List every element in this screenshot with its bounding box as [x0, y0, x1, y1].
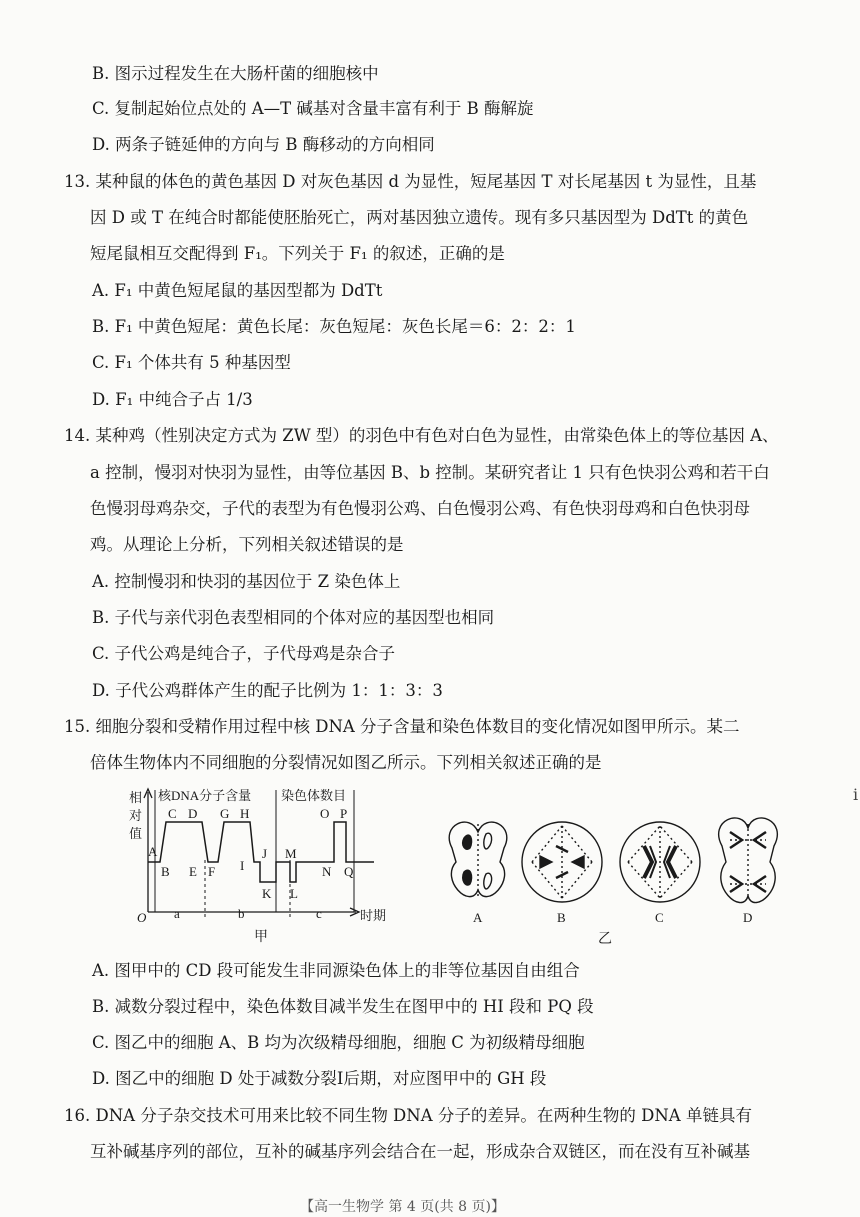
q12-option-d: D. 两条子链延伸的方向与 B 酶移动的方向相同	[92, 135, 435, 154]
jia-phase-a: a	[174, 906, 180, 921]
q13-stem-1: 13. 某种鼠的体色的黄色基因 D 对灰色基因 d 为显性，短尾基因 T 对长尾基因 t 为显性，且基	[64, 172, 757, 191]
figure-jia	[129, 788, 386, 945]
cell-c	[620, 822, 700, 902]
q13-option-b: B. F₁ 中黄色短尾：黄色长尾：灰色短尾：灰色长尾＝6：2：2：1	[92, 317, 576, 336]
jia-section-chromosome: 染色体数目	[281, 788, 347, 803]
jia-phase-c: c	[316, 906, 322, 921]
jia-point-c: C	[168, 806, 177, 821]
figure-yi	[449, 818, 777, 947]
jia-ylabel-3: 值	[129, 826, 143, 841]
q15-stem-1: 15. 细胞分裂和受精作用过程中核 DNA 分子含量和染色体数目的变化情况如图甲所示。某二	[64, 717, 740, 736]
yi-cell-b-label: B	[557, 910, 566, 925]
jia-point-i: I	[240, 858, 245, 873]
jia-caption: 甲	[254, 930, 268, 945]
jia-point-p: P	[340, 806, 348, 821]
margin-mark: i	[853, 785, 859, 804]
yi-caption: 乙	[598, 932, 612, 947]
jia-ylabel-2: 对	[129, 808, 143, 823]
q13-option-c: C. F₁ 个体共有 5 种基因型	[92, 353, 291, 372]
cell-b	[522, 822, 602, 902]
q16-stem-1: 16. DNA 分子杂交技术可用来比较不同生物 DNA 分子的差异。在两种生物的 DNA 单链具有	[64, 1106, 752, 1125]
jia-point-m: M	[285, 846, 297, 861]
q15-option-c: C. 图乙中的细胞 A、B 均为次级精母细胞，细胞 C 为初级精母细胞	[92, 1033, 585, 1052]
q14-option-d: D. 子代公鸡群体产生的配子比例为 1：1：3：3	[92, 681, 443, 700]
q12-option-b: B. 图示过程发生在大肠杆菌的细胞核中	[92, 64, 379, 83]
q14-stem-4: 鸡。从理论上分析，下列相关叙述错误的是	[90, 535, 404, 554]
q13-stem-3: 短尾鼠相互交配得到 F₁。下列关于 F₁ 的叙述，正确的是	[90, 244, 505, 263]
q16-stem-2: 互补碱基序列的部位，互补的碱基序列会结合在一起，形成杂合双链区，而在没有互补碱基	[90, 1142, 750, 1161]
q15-option-b: B. 减数分裂过程中，染色体数目减半发生在图甲中的 HI 段和 PQ 段	[92, 997, 594, 1016]
q15-stem-2: 倍体生物体内不同细胞的分裂情况如图乙所示。下列相关叙述正确的是	[90, 753, 602, 772]
jia-origin: O	[137, 910, 147, 925]
cell-a	[449, 822, 507, 896]
q14-option-c: C. 子代公鸡是纯合子，子代母鸡是杂合子	[92, 644, 396, 663]
jia-point-a: A	[148, 844, 158, 859]
q13-option-d: D. F₁ 中纯合子占 1/3	[92, 390, 253, 409]
jia-point-k: K	[262, 886, 272, 901]
jia-point-h: H	[240, 806, 250, 821]
q14-stem-1: 14. 某种鸡（性别决定方式为 ZW 型）的羽色中有色对白色为显性，由常染色体上的等位基因 A、	[64, 426, 779, 445]
q12-option-c: C. 复制起始位点处的 A—T 碱基对含量丰富有利于 B 酶解旋	[92, 99, 534, 118]
q14-option-b: B. 子代与亲代羽色表型相同的个体对应的基因型也相同	[92, 608, 495, 627]
jia-point-q: Q	[344, 864, 354, 879]
q15-option-a: A. 图甲中的 CD 段可能发生非同源染色体上的非等位基因自由组合	[92, 961, 580, 980]
q13-stem-2: 因 D 或 T 在纯合时都能使胚胎死亡，两对基因独立遗传。现有多只基因型为 DdTt 的黄色	[90, 208, 749, 227]
q13-option-a: A. F₁ 中黄色短尾鼠的基因型都为 DdTt	[92, 281, 383, 300]
jia-phase-b: b	[238, 906, 245, 921]
jia-point-n: N	[322, 864, 332, 879]
yi-cell-a-label: A	[473, 910, 483, 925]
jia-section-dna: 核DNA分子含量	[158, 788, 252, 803]
jia-point-g: G	[220, 806, 230, 821]
jia-point-j: J	[262, 846, 268, 861]
jia-point-o: O	[320, 806, 330, 821]
page-footer: 【高一生物学 第 4 页(共 8 页)】	[300, 1199, 505, 1215]
jia-xlabel: 时期	[360, 908, 387, 923]
jia-point-b: B	[161, 864, 170, 879]
q15-option-d: D. 图乙中的细胞 D 处于减数分裂Ⅰ后期，对应图甲中的 GH 段	[92, 1069, 547, 1088]
jia-point-l: L	[290, 886, 298, 901]
q14-stem-2: a 控制，慢羽对快羽为显性，由等位基因 B、b 控制。某研究者让 1 只有色快羽公鸡和若干白	[90, 463, 770, 482]
jia-point-e: E	[189, 864, 197, 879]
yi-cell-d-label: D	[743, 910, 753, 925]
q14-stem-3: 色慢羽母鸡杂交，子代的表型为有色慢羽公鸡、白色慢羽公鸡、有色快羽母鸡和白色快羽母	[90, 499, 750, 518]
q14-option-a: A. 控制慢羽和快羽的基因位于 Z 染色体上	[92, 572, 401, 591]
jia-point-d: D	[188, 806, 198, 821]
jia-point-f: F	[208, 864, 216, 879]
cell-d	[719, 818, 778, 903]
yi-cell-c-label: C	[655, 910, 664, 925]
jia-ylabel-1: 相	[129, 790, 143, 805]
